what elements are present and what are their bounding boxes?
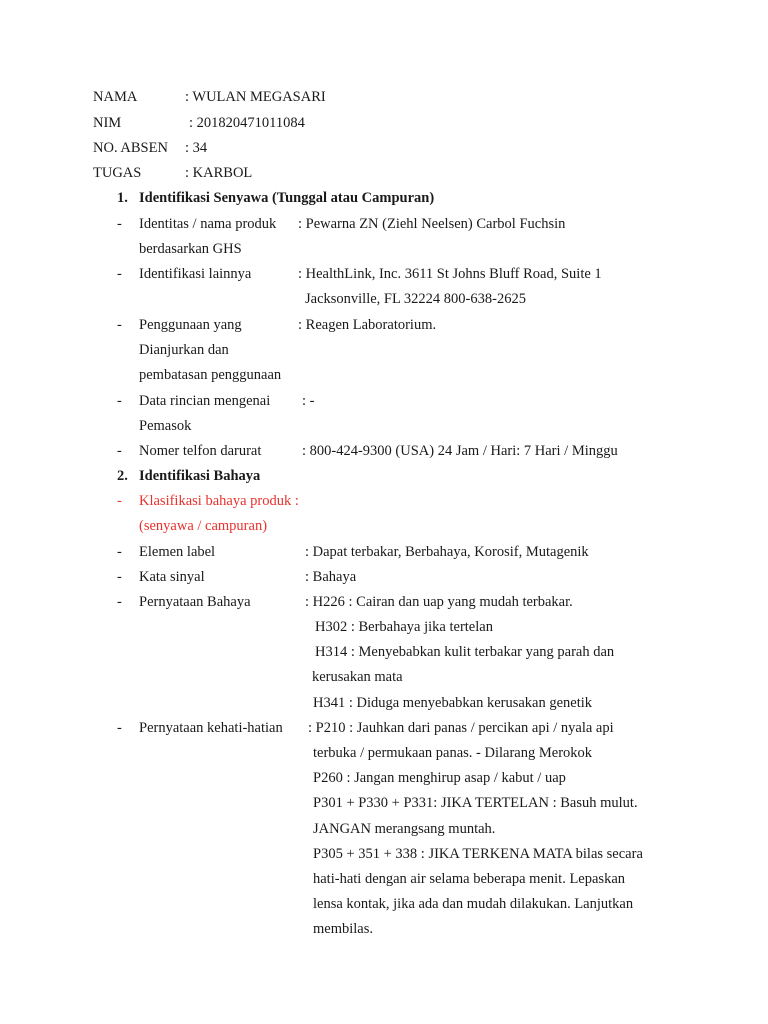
- bullet: -: [117, 594, 122, 610]
- klasifikasi-label: Klasifikasi bahaya produk :: [139, 493, 299, 509]
- item-label: Pernyataan kehati-hatian: [139, 720, 283, 736]
- item-label: Dianjurkan dan: [139, 342, 229, 358]
- item-value: : Bahaya: [305, 569, 357, 585]
- nama-label: NAMA: [93, 89, 138, 105]
- bullet: -: [117, 443, 122, 459]
- section1-title: Identifikasi Senyawa (Tunggal atau Campuran): [139, 190, 435, 206]
- hazard-statement: kerusakan mata: [312, 669, 403, 685]
- section2-title: Identifikasi Bahaya: [139, 468, 261, 484]
- precaution-statement: P305 + 351 + 338 : JIKA TERKENA MATA bilas secara: [313, 846, 643, 862]
- bullet: -: [117, 317, 122, 333]
- precaution-statement: lensa kontak, jika ada dan mudah dilakukan. Lanjutkan: [313, 896, 634, 912]
- item-label: Penggunaan yang: [139, 317, 242, 333]
- item-value: : HealthLink, Inc. 3611 St Johns Bluff Road, Suite 1: [298, 266, 602, 282]
- nim-label: NIM: [93, 115, 122, 131]
- item-label: Pernyataan Bahaya: [139, 594, 251, 610]
- bullet: -: [117, 266, 122, 282]
- item-value: : Dapat terbakar, Berbahaya, Korosif, Mutagenik: [305, 544, 589, 560]
- item-value: : Reagen Laboratorium.: [298, 317, 437, 333]
- section2-number: 2.: [117, 468, 128, 484]
- klasifikasi-label: (senyawa / campuran): [139, 518, 268, 534]
- item-label: Kata sinyal: [139, 569, 205, 585]
- item-label: pembatasan penggunaan: [139, 367, 282, 383]
- item-value: : -: [302, 393, 315, 409]
- bullet: -: [117, 216, 122, 232]
- bullet: -: [117, 544, 122, 560]
- section1-number: 1.: [117, 190, 128, 206]
- precaution-statement: P301 + P330 + P331: JIKA TERTELAN : Basuh mulut.: [313, 795, 638, 811]
- item-value: : 800-424-9300 (USA) 24 Jam / Hari: 7 Hari / Minggu: [302, 443, 618, 459]
- item-value: : H226 : Cairan dan uap yang mudah terbakar.: [305, 594, 573, 610]
- nim-value: : 201820471011084: [189, 115, 305, 131]
- precaution-statement: membilas.: [313, 921, 374, 937]
- precaution-statement: hati-hati dengan air selama beberapa menit. Lepaskan: [313, 871, 626, 887]
- item-label: Identitas / nama produk: [139, 216, 277, 232]
- item-value: Jacksonville, FL 32224 800-638-2625: [305, 291, 526, 307]
- item-value: : Pewarna ZN (Ziehl Neelsen) Carbol Fuchsin: [298, 216, 566, 232]
- hazard-statement: H314 : Menyebabkan kulit terbakar yang parah dan: [315, 644, 615, 660]
- item-label: Data rincian mengenai: [139, 393, 271, 409]
- absen-value: : 34: [185, 140, 208, 156]
- item-label: Identifikasi lainnya: [139, 266, 252, 282]
- tugas-label: TUGAS: [93, 165, 142, 181]
- bullet: -: [117, 720, 122, 736]
- tugas-value: : KARBOL: [185, 165, 253, 181]
- bullet: -: [117, 493, 122, 509]
- absen-label: NO. ABSEN: [93, 140, 168, 156]
- item-label: Elemen label: [139, 544, 216, 560]
- item-label: Pemasok: [139, 418, 192, 434]
- precaution-statement: JANGAN merangsang muntah.: [313, 821, 496, 837]
- precaution-statement: : P210 : Jauhkan dari panas / percikan api / nyala api: [308, 720, 614, 736]
- bullet: -: [117, 393, 122, 409]
- hazard-statement: H341 : Diduga menyebabkan kerusakan genetik: [313, 695, 593, 711]
- precaution-statement: terbuka / permukaan panas. - Dilarang Merokok: [313, 745, 593, 761]
- item-label: berdasarkan GHS: [139, 241, 242, 257]
- bullet: -: [117, 569, 122, 585]
- nama-value: : WULAN MEGASARI: [185, 89, 326, 105]
- precaution-statement: P260 : Jangan menghirup asap / kabut / uap: [313, 770, 566, 786]
- hazard-statement: H302 : Berbahaya jika tertelan: [315, 619, 493, 635]
- item-label: Nomer telfon darurat: [139, 443, 262, 459]
